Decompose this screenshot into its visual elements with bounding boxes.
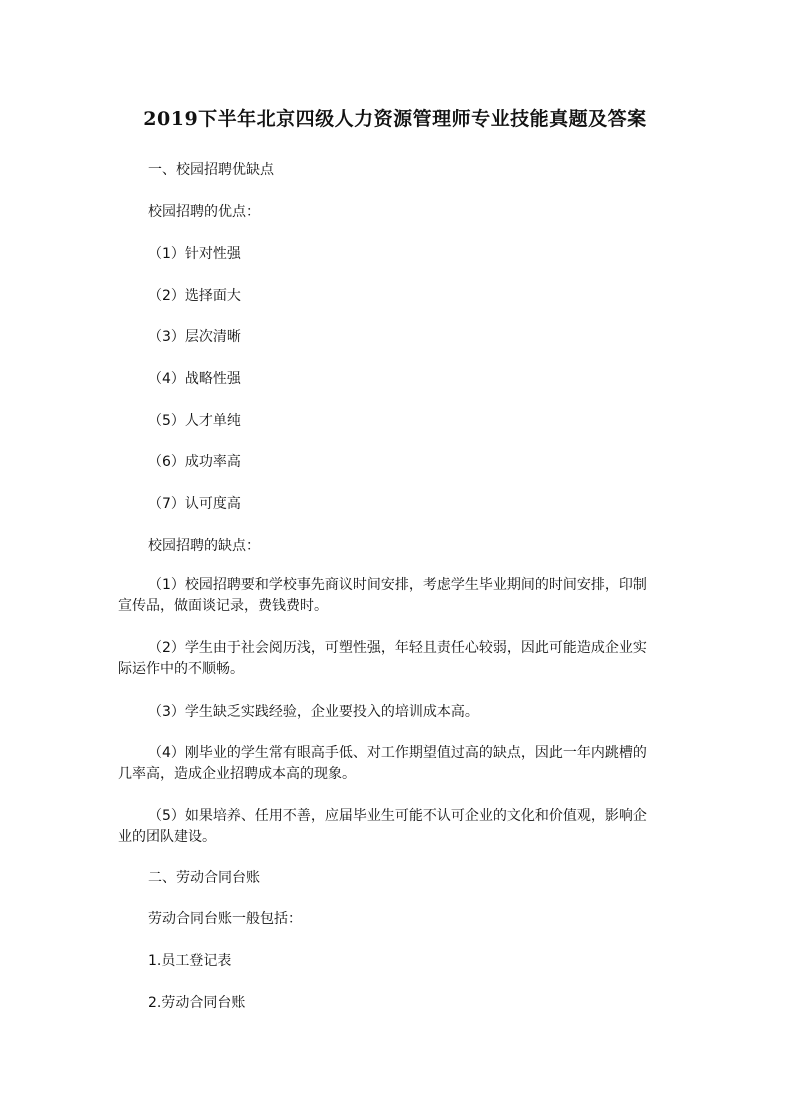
document-title: 2019下半年北京四级人力资源管理师专业技能真题及答案 <box>143 108 647 130</box>
advantage-item: （4）战略性强 <box>148 371 241 387</box>
advantage-item: （5）人才单纯 <box>148 413 241 429</box>
section-heading-labor-contract-ledger: 二、劳动合同台账 <box>148 870 260 886</box>
advantage-item: （2）选择面大 <box>148 288 241 304</box>
disadvantage-item: （1）校园招聘要和学校事先商议时间安排，考虑学生毕业期间的时间安排，印制宣传品，做面谈记录，费钱费时。 <box>118 577 647 614</box>
ledger-item: 2.劳动合同台账 <box>148 995 246 1011</box>
advantage-item: （1）针对性强 <box>148 246 241 262</box>
advantages-title: 校园招聘的优点： <box>148 204 260 220</box>
disadvantage-item: （4）刚毕业的学生常有眼高手低、对工作期望值过高的缺点，因此一年内跳槽的几率高，造成企业招聘成本高的现象。 <box>118 745 647 782</box>
advantage-item: （7）认可度高 <box>148 496 241 512</box>
ledger-intro: 劳动合同台账一般包括： <box>148 911 302 927</box>
disadvantages-title: 校园招聘的缺点： <box>148 538 260 554</box>
disadvantage-item: （3）学生缺乏实践经验，企业要投入的培训成本高。 <box>148 704 479 720</box>
ledger-item: 1.员工登记表 <box>148 953 232 969</box>
advantage-item: （6）成功率高 <box>148 454 241 470</box>
disadvantage-item: （5）如果培养、任用不善，应届毕业生可能不认可企业的文化和价值观，影响企业的团队建设。 <box>118 808 647 845</box>
disadvantage-item: （2）学生由于社会阅历浅，可塑性强，年轻且责任心较弱，因此可能造成企业实际运作中的不顺畅。 <box>118 640 647 677</box>
section-heading-campus-recruitment: 一、校园招聘优缺点 <box>148 162 274 178</box>
advantage-item: （3）层次清晰 <box>148 329 241 345</box>
